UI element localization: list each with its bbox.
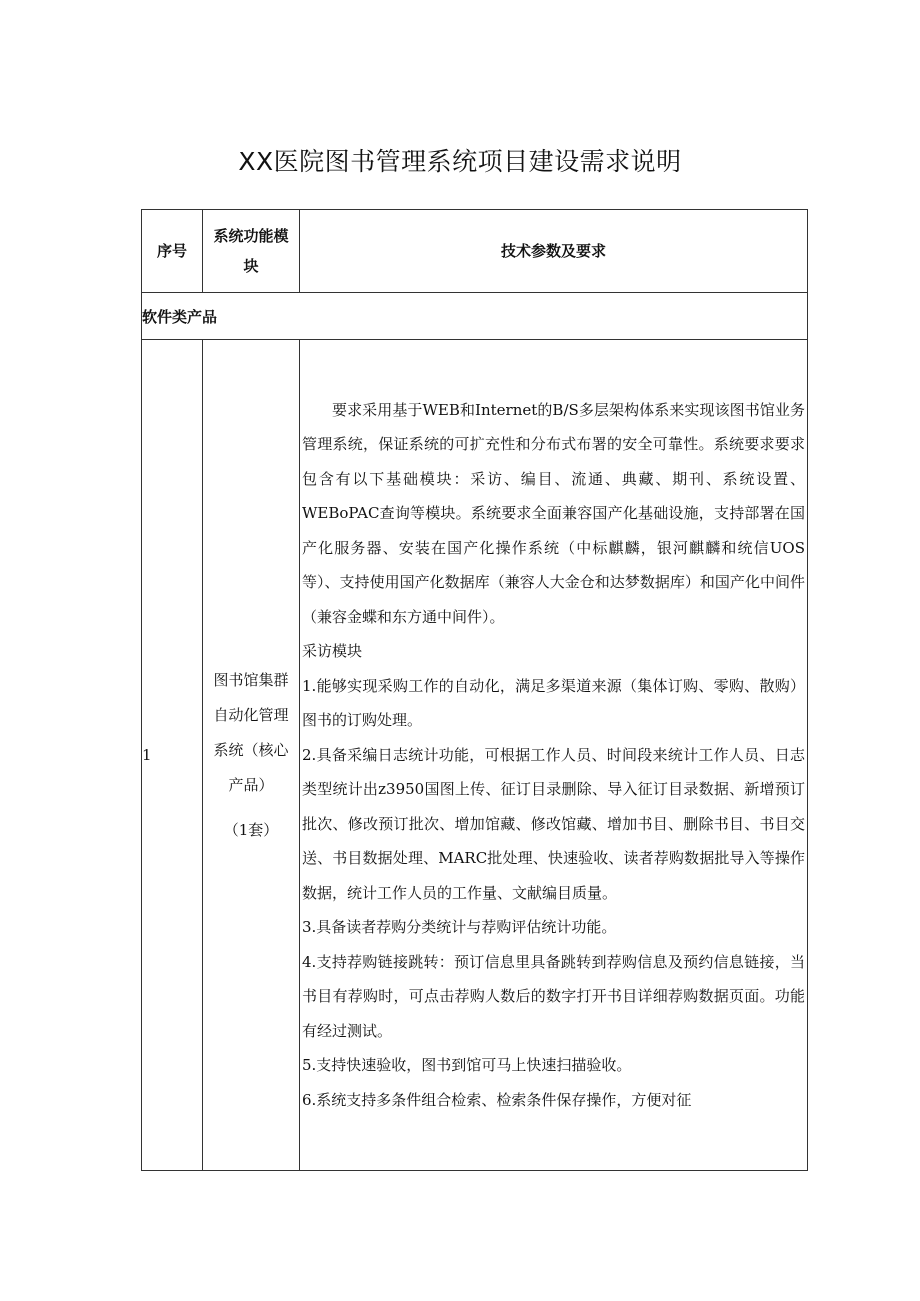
header-module: 系统功能模块 bbox=[203, 210, 300, 293]
table-header-row bbox=[142, 210, 808, 293]
table-row bbox=[142, 340, 808, 1171]
spec-paragraph: 6.系统支持多条件组合检索、检索条件保存操作，方便对征 bbox=[302, 1090, 692, 1109]
spec-paragraph: 2.具备采编日志统计功能，可根据工作人员、时间段来统计工作人员、日志类型统计出z3950国图上传、征订目录删除、导入征订目录数据、新增预订批次、修改预订批次、增加馆藏、修改馆藏、增加书目、删除书目、书目交送、书目数据处理、MARC批处理、快速验收、读者荐购数据批导入等操作数据，统计工作人员的工作量、文献编目质量。 bbox=[302, 745, 805, 902]
spec-paragraph: 要求采用基于WEB和Internet的B/S多层架构体系来实现该图书馆业务管理系统，保证系统的可扩充性和分布式布署的安全可靠性。系统要求要求包含有以下基础模块：采访、编目、流通、典藏、期刊、系统设置、WEBoPAC查询等模块。系统要求全面兼容国产化基础设施，支持部署在国产化服务器、安装在国产化操作系统（中标麒麟，银河麒麟和统信UOS等）、支持使用国产化数据库（兼容人大金仓和达梦数据库）和国产化中间件（兼容金蝶和东方通中间件）。 bbox=[302, 400, 805, 626]
module-line: 图书馆集群 bbox=[213, 670, 289, 689]
row-seq: 1 bbox=[142, 340, 203, 1171]
module-line: 产品） bbox=[228, 775, 274, 794]
section-row bbox=[142, 293, 808, 340]
module-line: 自动化管理 bbox=[213, 705, 289, 724]
row-spec bbox=[300, 340, 808, 1171]
module-quantity: （1套） bbox=[223, 820, 279, 839]
spec-paragraph: 5.支持快速验收，图书到馆可马上快速扫描验收。 bbox=[302, 1056, 632, 1075]
spec-paragraph: 采访模块 bbox=[302, 642, 363, 661]
row-module bbox=[203, 340, 300, 1171]
requirements-table bbox=[141, 209, 808, 1171]
document-title: XX医院图书管理系统项目建设需求说明 bbox=[238, 147, 682, 176]
header-seq: 序号 bbox=[142, 210, 203, 293]
spec-paragraph: 1.能够实现采购工作的自动化，满足多渠道来源（集体订购、零购、散购）图书的订购处理。 bbox=[302, 676, 805, 730]
header-spec: 技术参数及要求 bbox=[300, 210, 808, 293]
module-line: 系统（核心 bbox=[213, 740, 289, 759]
spec-paragraph: 4.支持荐购链接跳转：预订信息里具备跳转到荐购信息及预约信息链接，当书目有荐购时，可点击荐购人数后的数字打开书目详细荐购数据页面。功能有经过测试。 bbox=[302, 952, 805, 1040]
section-label: 软件类产品 bbox=[142, 293, 808, 340]
spec-paragraph: 3.具备读者荐购分类统计与荐购评估统计功能。 bbox=[302, 918, 617, 937]
